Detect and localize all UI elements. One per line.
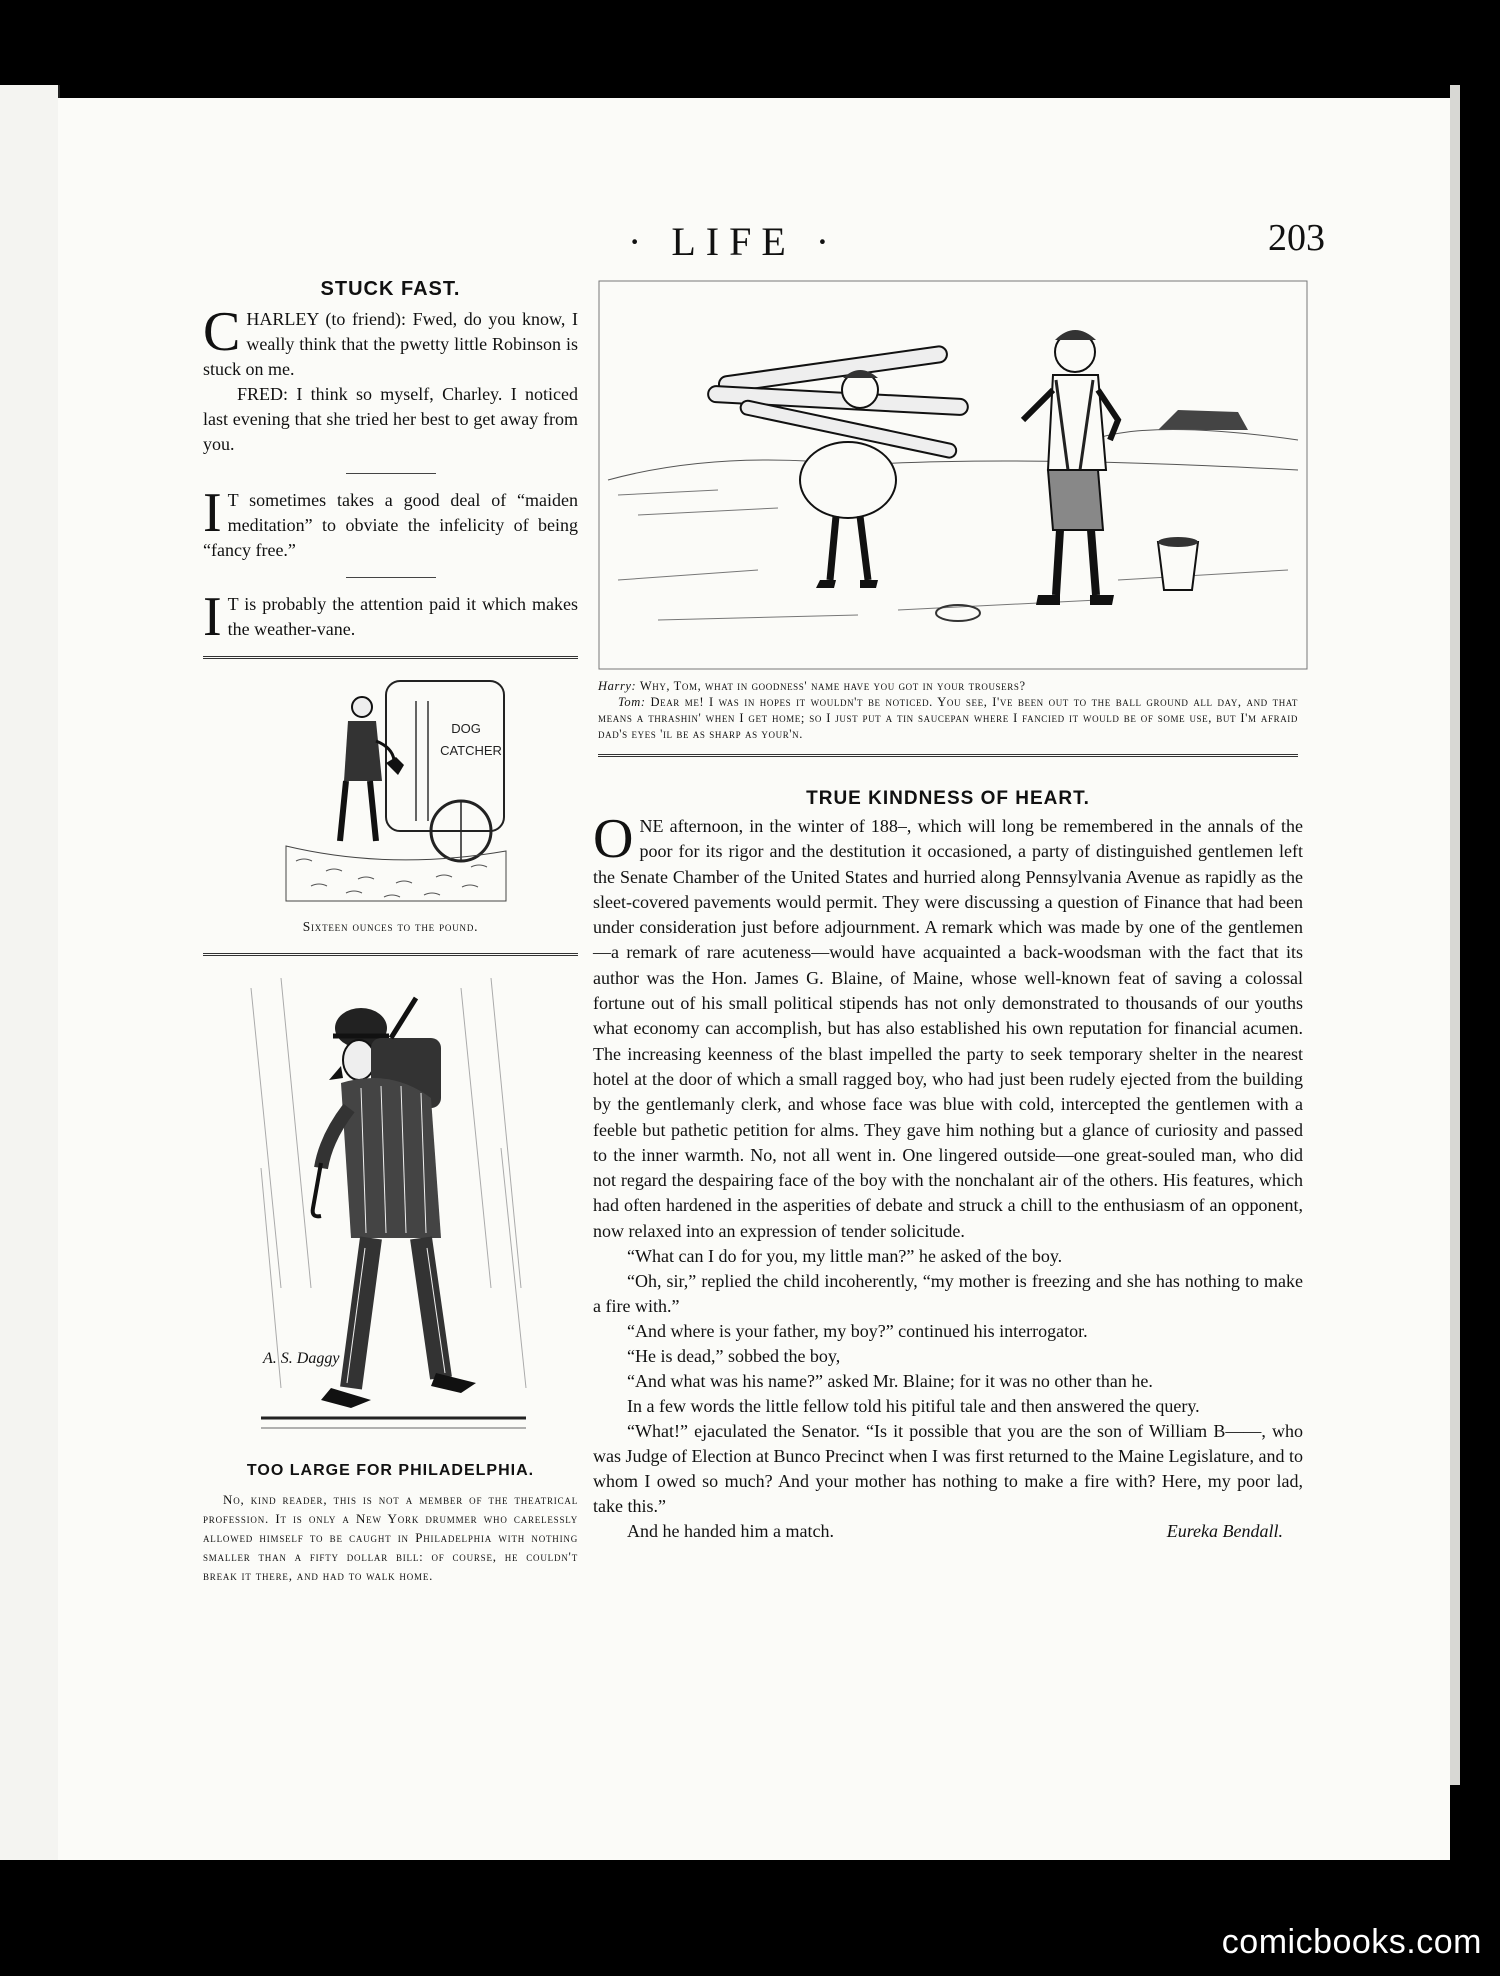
maxim-maiden	[203, 482, 578, 563]
story-p3: “Oh, sir,” replied the child incoherently, “my mother is freezing and she has nothing to make a fire with.”	[593, 1271, 1303, 1317]
maxim-maiden-text: T sometimes takes a good deal of “maiden meditation” to obviate the infelicity of being “fancy free.”	[203, 490, 578, 560]
page-number: 203	[1268, 217, 1325, 259]
page-edge	[1450, 85, 1460, 1785]
story-p8: “What!” ejaculated the Senator. “Is it possible that you are the son of William B——, who was Judge of Election at Bunco Precinct when I was first returned to the Maine Legislature, and to whom I owed so much? And your mother has nothing to make a fire with? Here, my poor lad, take this.”	[593, 1421, 1303, 1517]
double-rule	[598, 754, 1298, 757]
story-closing	[593, 1519, 1303, 1544]
tom-label: Tom:	[618, 695, 646, 709]
divider	[346, 577, 436, 578]
story-p4: “And where is your father, my boy?” continued his interrogator.	[627, 1321, 1088, 1342]
stuck-fast-title: STUCK FAST.	[320, 278, 461, 300]
ballgame-section	[598, 280, 1338, 769]
drop-cap: C	[203, 301, 241, 363]
ballgame-illustration	[598, 280, 1308, 670]
philadelphia-text: No, kind reader, this is not a member of the theatrical profession. It is only a New York drummer who carelessly allowed himself to be caught in Philadelphia with nothing smaller than a fifty dollar bill: of course, he couldn't break it there, and had to walk home.	[203, 1492, 578, 1583]
true-kindness-article	[593, 788, 1303, 1544]
sign-text-catcher: CATCHER	[439, 743, 502, 758]
story-title: TRUE KINDNESS OF HEART.	[806, 788, 1090, 809]
story-p6: “And what was his name?” asked Mr. Blaine; for it was no other than he.	[627, 1371, 1153, 1392]
dog-catcher-illustration	[266, 671, 516, 911]
story-p2: “What can I do for you, my little man?” he asked of the boy.	[627, 1246, 1063, 1267]
story-p9: And he handed him a match.	[627, 1521, 834, 1542]
maxim-weathervane	[203, 586, 578, 648]
artist-signature: A. S. Daggy	[262, 1350, 339, 1367]
story-p5: “He is dead,” sobbed the boy,	[627, 1346, 841, 1367]
drop-cap: I	[203, 482, 222, 544]
dog-catcher-caption: Sixteen ounces to the pound.	[302, 919, 479, 934]
stuck-fast-p1: HARLEY (to friend): Fwed, do you know, I weally think that the pwetty little Robinson is stuck on me.	[203, 309, 578, 379]
stuck-fast-p2: FRED: I think so myself, Charley. I noticed last evening that she tried her best to get away from you.	[203, 384, 578, 454]
philadelphia-title: TOO LARGE FOR PHILADELPHIA.	[246, 1462, 535, 1479]
double-rule	[203, 953, 578, 956]
watermark-logo: comicbooks.com	[1221, 1923, 1482, 1961]
facing-page-edge	[0, 85, 60, 1860]
stuck-fast-article	[203, 301, 578, 457]
divider	[346, 473, 436, 474]
left-column	[203, 276, 578, 1585]
story-author: Eureka Bendall.	[1166, 1521, 1283, 1542]
masthead: · LIFE ·	[628, 219, 840, 264]
maxim-weathervane-text: T is probably the attention paid it which makes the weather-vane.	[227, 594, 578, 639]
tom-line: Dear me! I was in hopes it wouldn't be noticed. You see, I've been out to the ball ground all day, and that means a thrashin' when I get home; so I just put a tin saucepan where I fancied it would be of some use, but I'm afraid dad's eyes 'il be as sharp as your'n.	[598, 695, 1298, 741]
harry-line: Why, Tom, what in goodness' name have you got in your trousers?	[639, 679, 1026, 693]
drop-cap: I	[203, 586, 222, 648]
drummer-illustration	[241, 968, 541, 1448]
story-p1-text: NE afternoon, in the winter of 188–, which will long be remembered in the annals of the poor for its rigor and the destitution it occasioned, a party of distinguished gentlemen left the Senate Chamber of the United States and hurried along Pennsylvania Avenue as rapidly as the sleet-covered pavements would permit. They were discussing a question of Finance that had been under consideration just before adjournment. A remark which was made by one of the gentlemen—a remark of rare acuteness—would have acquainted a back-woodsman with the fact that its author was the Hon. James G. Blaine, of Maine, whose well-known feat of saving a colossal fortune out of his small political stipends has not only demonstrated to thousands of our youths what economy can accomplish, but has also established his own reputation for financial acumen. The increasing keenness of the blast impelled the party to seek temporary shelter in the nearest hotel at the door of which a small ragged boy, who had just been rudely ejected from the building by the gentlemanly clerk, and whose face was blue with cold, intercepted the gentlemen with a feeble but pathetic petition for alms. They gave him nothing but a glance of curiosity and passed to the inner warmth. No, not all went in. One lingered outside—one great-souled man, who did not regard the despairing face of the boy with the nonchalant air of the others. His features, which had often hardened in the asperities of debate and struck a chill to the enthusiasm of an opponent, now relaxed into an expression of tender solicitude.	[593, 816, 1303, 1241]
magazine-page	[58, 98, 1450, 1860]
story-p1	[593, 808, 1303, 1244]
ballgame-caption	[598, 678, 1298, 742]
story-p7: In a few words the little fellow told his pitiful tale and then answered the query.	[627, 1396, 1200, 1417]
drop-cap: O	[593, 808, 634, 870]
double-rule	[203, 656, 578, 659]
harry-label: Harry:	[598, 679, 637, 693]
sign-text-dog: DOG	[450, 721, 481, 736]
